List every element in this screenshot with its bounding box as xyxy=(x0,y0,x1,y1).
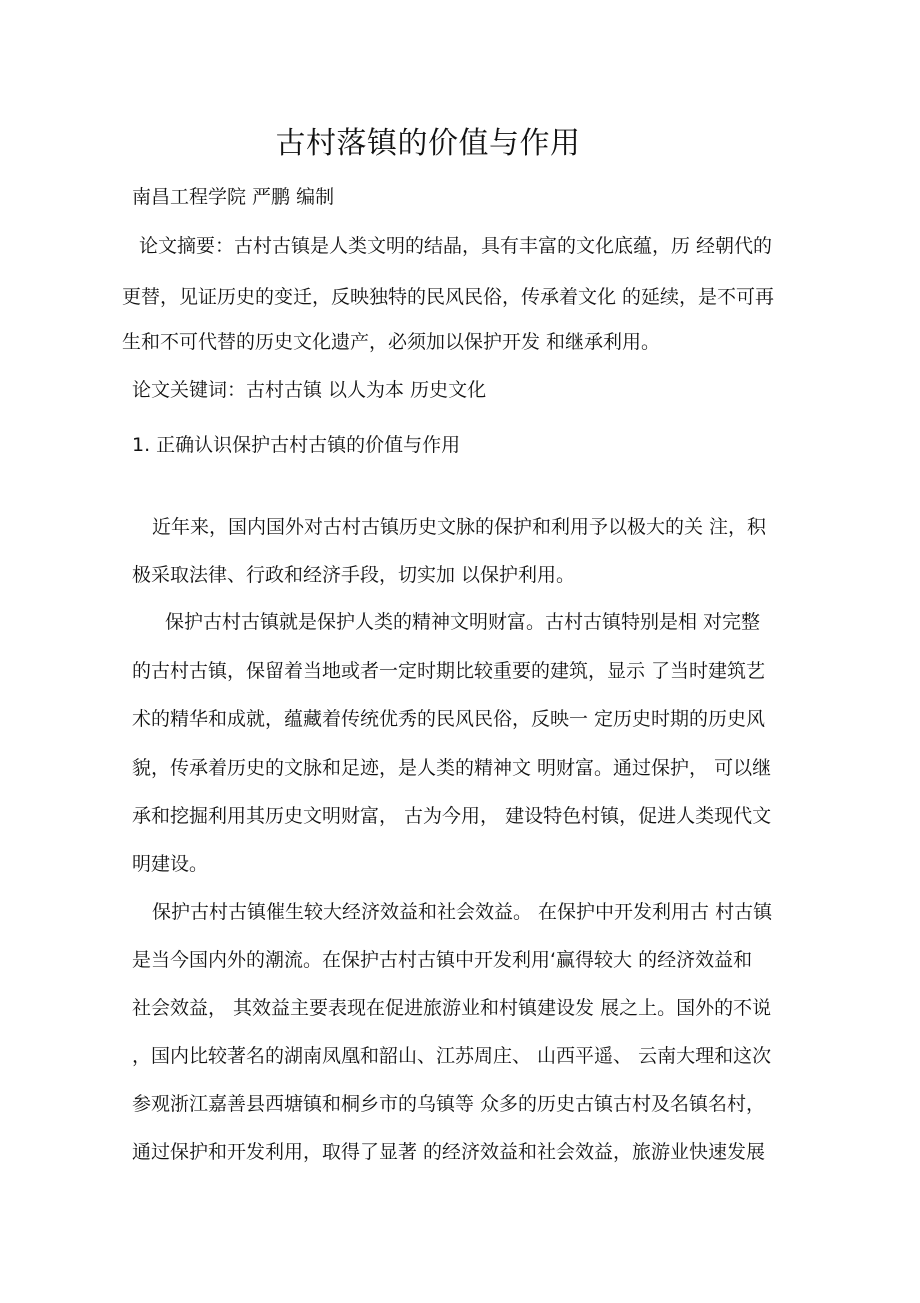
abstract-line-1: 论文摘要：古村古镇是人类文明的结晶，具有丰富的文化底蕴，历 经朝代的 xyxy=(139,235,773,257)
keywords-line: 论文关键词：古村古镇 以人为本 历史文化 xyxy=(132,379,487,401)
abstract-line-2: 更替，见证历史的变迁，反映独特的民风民俗，传承着文化 的延续，是不可再 xyxy=(122,286,775,308)
paragraph-1-line-1: 近年来，国内国外对古村古镇历史文脉的保护和利用予以极大的关 注，积 xyxy=(152,516,767,538)
section-heading: 1. 正确认识保护古村古镇的价值与作用 xyxy=(132,434,461,456)
paragraph-3-line-6: 通过保护和开发利用，取得了显著 的经济效益和社会效益，旅游业快速发展 xyxy=(132,1141,766,1163)
document-title: 古村落镇的价值与作用 xyxy=(275,126,581,161)
abstract-line-3: 生和不可代替的历史文化遗产，必须加以保护开发 和继承利用。 xyxy=(122,331,661,353)
paragraph-3-line-3: 社会效益， 其效益主要表现在促进旅游业和村镇建设发 展之上。国外的不说 xyxy=(132,997,772,1019)
paragraph-2-line-6: 明建设。 xyxy=(132,853,209,875)
paragraph-3-line-4: ，国内比较著名的湖南凤凰和韶山、江苏周庄、 山西平遥、 云南大理和这次 xyxy=(132,1045,772,1067)
paragraph-3-line-5: 参观浙江嘉善县西塘镇和桐乡市的乌镇等 众多的历史古镇古村及名镇名村， xyxy=(132,1093,766,1115)
paragraph-2-line-5: 承和挖掘利用其历史文明财富， 古为今用， 建设特色村镇，促进人类现代文 xyxy=(132,805,772,827)
paragraph-2-line-2: 的古村古镇，保留着当地或者一定时期比较重要的建筑，显示 了当时建筑艺 xyxy=(132,660,766,682)
paragraph-3-line-1: 保护古村古镇催生较大经济效益和社会效益。 在保护中开发利用古 村古镇 xyxy=(152,901,773,923)
paragraph-1-line-2: 极采取法律、行政和经济手段，切实加 以保护利用。 xyxy=(132,564,576,586)
paragraph-2-line-3: 术的精华和成就，蕴藏着传统优秀的民风民俗，反映一 定历史时期的历史风 xyxy=(132,708,766,730)
paragraph-3-line-2: 是当今国内外的潮流。在保护古村古镇中开发利用‘赢得较大 的经济效益和 xyxy=(132,949,753,971)
paragraph-2-line-4: 貌，传承着历史的文脉和足迹，是人类的精神文 明财富。通过保护， 可以继 xyxy=(132,757,772,779)
author-line: 南昌工程学院 严鹏 编制 xyxy=(132,186,335,208)
paragraph-2-line-1: 保护古村古镇就是保护人类的精神文明财富。古村古镇特别是相 对完整 xyxy=(165,611,761,633)
